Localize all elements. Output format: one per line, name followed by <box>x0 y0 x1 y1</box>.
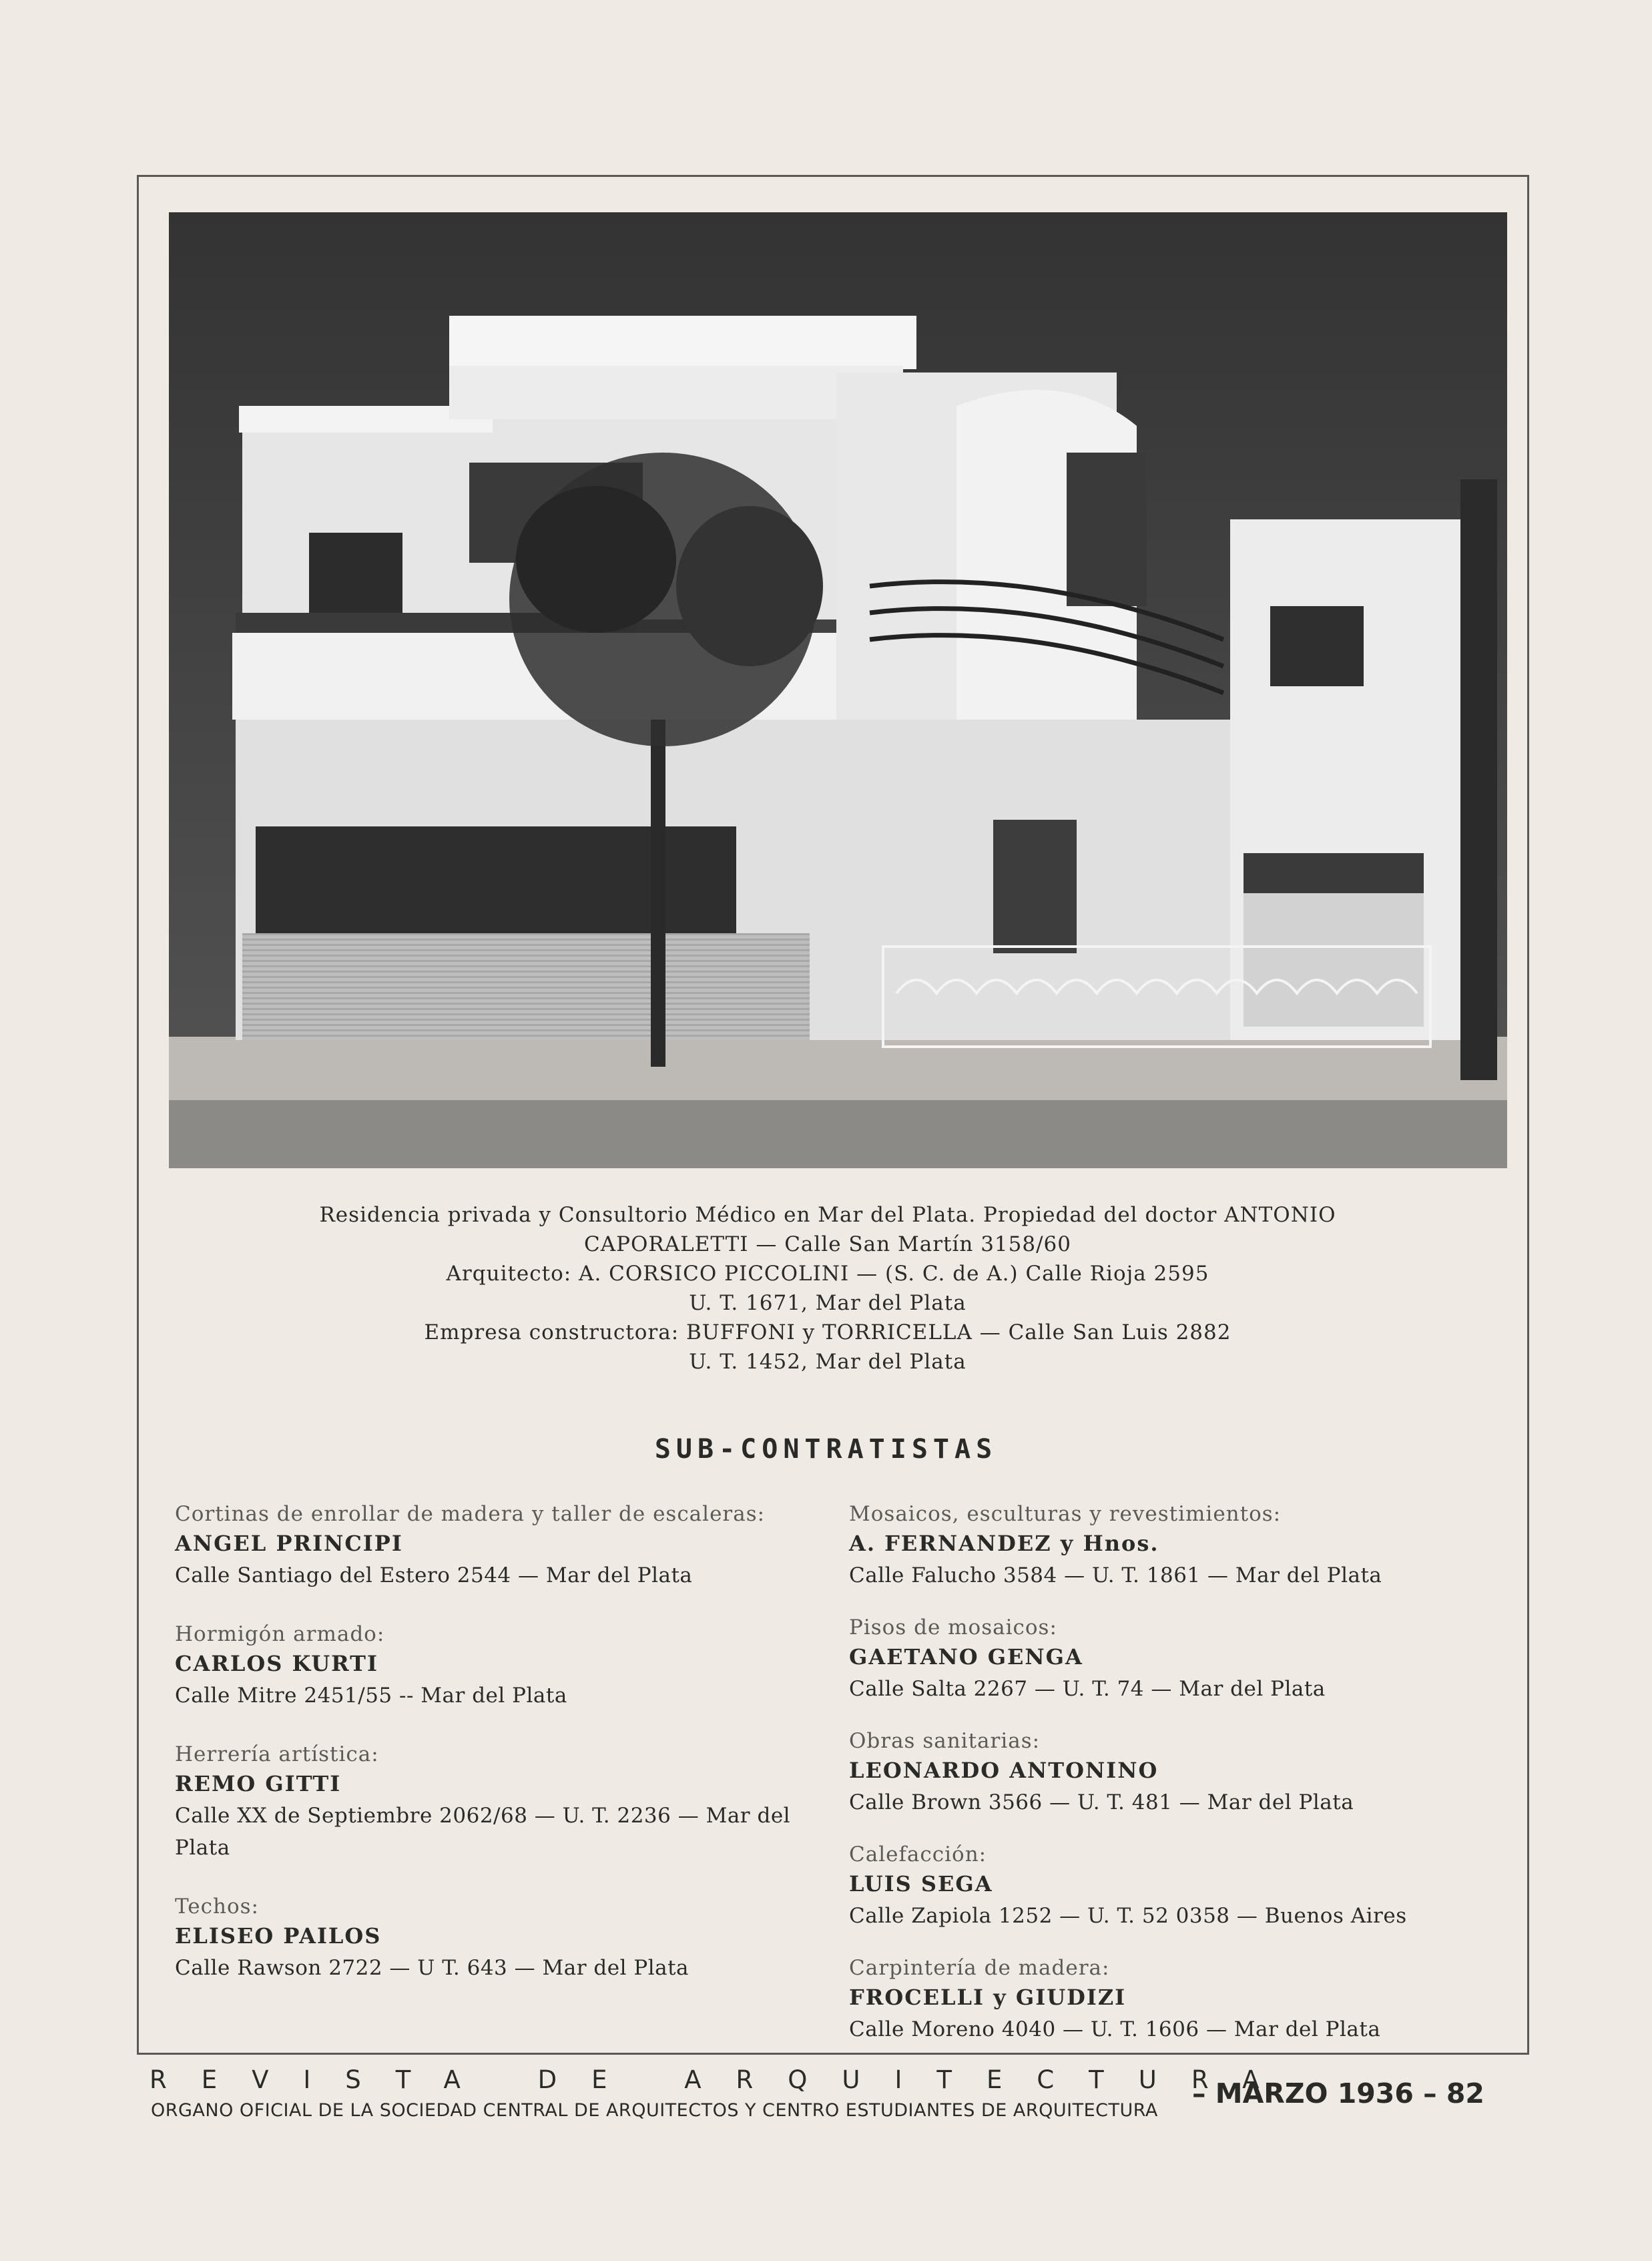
contractor-category: Herrería artística: <box>175 1742 379 1766</box>
contractor-entry <box>849 1955 1490 2045</box>
contractor-name: ANGEL PRINCIPI <box>175 1531 403 1556</box>
caption-line: Residencia privada y Consultorio Médico en Mar del Plata. Propiedad del doctor ANTONIO <box>319 1203 1336 1227</box>
photo-caption <box>174 1200 1482 1376</box>
contractor-name: LUIS SEGA <box>849 1871 993 1897</box>
contractor-entry <box>175 1741 816 1864</box>
contractor-entry <box>849 1841 1490 1932</box>
contractor-address: Calle Zapiola 1252 — U. T. 52 0358 — Buenos Aires <box>849 1904 1407 1928</box>
contractor-address: Calle Salta 2267 — U. T. 74 — Mar del Plata <box>849 1677 1326 1701</box>
contractor-address: Calle Mitre 2451/55 -- Mar del Plata <box>175 1684 567 1708</box>
contractor-address: Calle Brown 3566 — U. T. 481 — Mar del Plata <box>849 1790 1354 1814</box>
contractor-entry <box>849 1501 1490 1591</box>
journal-subtitle: ORGANO OFICIAL DE LA SOCIEDAD CENTRAL DE ARQUITECTOS Y CENTRO ESTUDIANTES DE ARQUITECTURA <box>151 2100 1158 2121</box>
caption-line: Empresa constructora: BUFFONI y TORRICELLA — Calle San Luis 2882 <box>424 1320 1231 1344</box>
journal-masthead: REVISTA DE ARQUITECTURA <box>150 2065 1294 2094</box>
contractor-category: Cortinas de enrollar de madera y taller de escaleras: <box>175 1502 766 1526</box>
caption-line: U. T. 1671, Mar del Plata <box>689 1291 967 1315</box>
contractor-category: Calefacción: <box>849 1842 987 1866</box>
caption-line: Arquitecto: A. CORSICO PICCOLINI — (S. C. de A.) Calle Rioja 2595 <box>446 1262 1209 1286</box>
contractor-name: CARLOS KURTI <box>175 1651 378 1676</box>
contractor-name: A. FERNANDEZ y Hnos. <box>849 1531 1159 1556</box>
contractors-right-column <box>849 1501 1490 2068</box>
contractor-category: Mosaicos, esculturas y revestimientos: <box>849 1502 1282 1526</box>
contractor-address: Calle Rawson 2722 — U T. 643 — Mar del Plata <box>175 1956 690 1980</box>
contractor-address: Calle XX de Septiembre 2062/68 — U. T. 2236 — Mar del Plata <box>175 1804 791 1860</box>
building-photo <box>169 212 1507 1168</box>
caption-line: CAPORALETTI — Calle San Martín 3158/60 <box>584 1232 1071 1256</box>
contractor-name: LEONARDO ANTONINO <box>849 1758 1159 1783</box>
contractor-entry <box>849 1728 1490 1818</box>
contractor-name: GAETANO GENGA <box>849 1644 1083 1670</box>
contractor-category: Carpintería de madera: <box>849 1956 1110 1980</box>
contractor-entry <box>849 1614 1490 1705</box>
contractor-entry <box>175 1621 816 1712</box>
contractor-category: Pisos de mosaicos: <box>849 1615 1057 1640</box>
contractor-category: Hormigón armado: <box>175 1622 385 1646</box>
contractor-category: Techos: <box>175 1895 259 1919</box>
contractor-entry <box>175 1501 816 1591</box>
contractor-category: Obras sanitarias: <box>849 1729 1041 1753</box>
caption-line: U. T. 1452, Mar del Plata <box>689 1350 967 1374</box>
contractor-address: Calle Santiago del Estero 2544 — Mar del Plata <box>175 1563 693 1587</box>
contractor-name: REMO GITTI <box>175 1771 342 1796</box>
contractor-name: FROCELLI y GIUDIZI <box>849 1985 1127 2010</box>
contractor-entry <box>175 1893 816 1984</box>
contractors-left-column <box>175 1501 816 2013</box>
issue-date-page: – MARZO 1936 – 82 <box>1192 2077 1484 2109</box>
contractor-address: Calle Moreno 4040 — U. T. 1606 — Mar del Plata <box>849 2017 1381 2041</box>
contractor-name: ELISEO PAILOS <box>175 1923 382 1949</box>
section-title: SUB-CONTRATISTAS <box>654 1434 998 1465</box>
contractor-address: Calle Falucho 3584 — U. T. 1861 — Mar del Plata <box>849 1563 1382 1587</box>
